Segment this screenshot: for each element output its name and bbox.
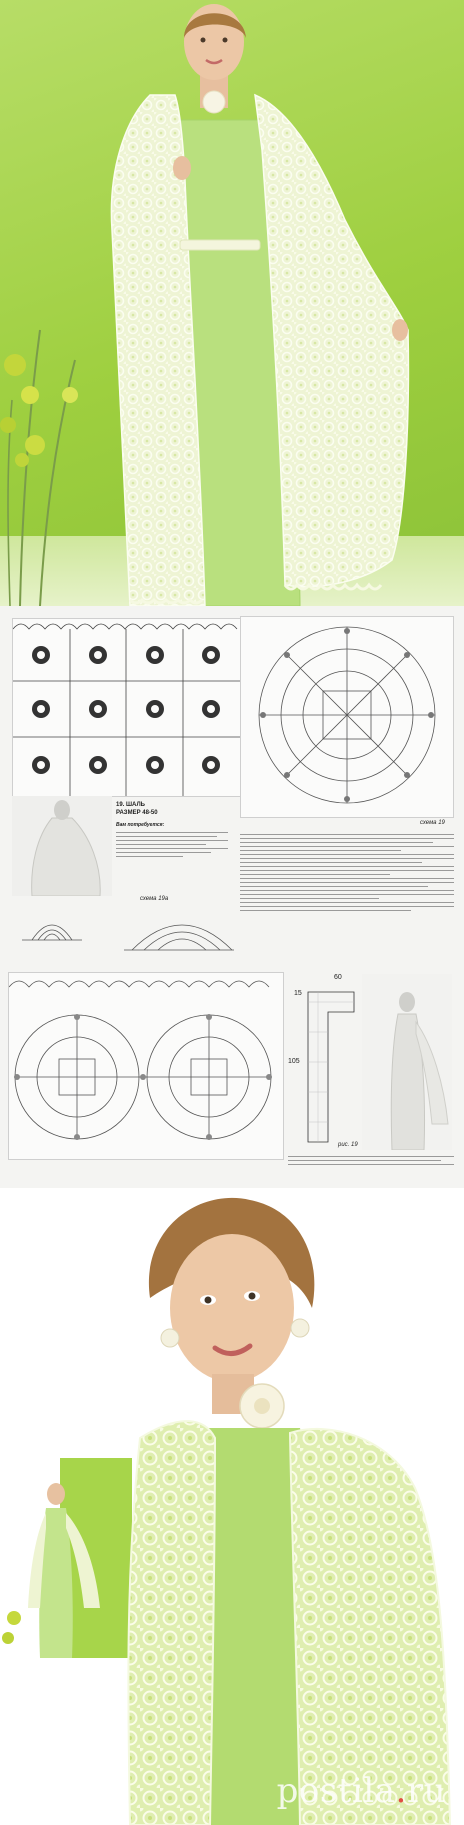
lace-jacket-left bbox=[128, 1421, 215, 1825]
dim-15: 15 bbox=[294, 990, 302, 997]
flower-branch bbox=[0, 330, 78, 606]
dim-105: 105 bbox=[288, 1058, 300, 1065]
close-up-model bbox=[128, 1198, 450, 1825]
lace-grid-svg bbox=[13, 619, 240, 796]
size-label: РАЗМЕР 48-50 bbox=[116, 810, 158, 816]
thumbnail-photo bbox=[0, 1458, 132, 1658]
postila-watermark: postila.ru bbox=[276, 1771, 446, 1811]
double-motif-svg bbox=[9, 973, 283, 1159]
dim-60: 60 bbox=[334, 974, 342, 981]
footer-instructions bbox=[288, 1154, 454, 1168]
scheme-19a-label: схема 19а bbox=[140, 896, 169, 902]
circular-motif-svg bbox=[241, 617, 453, 817]
instructions-text bbox=[240, 832, 454, 914]
pattern-page bbox=[0, 606, 464, 1188]
top-photo-illustration bbox=[0, 0, 464, 606]
lace-jacket-right bbox=[290, 1429, 450, 1825]
lace-belt bbox=[180, 240, 260, 250]
double-motif-diagram bbox=[8, 972, 284, 1160]
materials-title: Вам потребуется: bbox=[116, 822, 165, 828]
flower-corsage bbox=[203, 91, 225, 113]
shawl-model-photo bbox=[12, 796, 112, 896]
model-face-closeup bbox=[170, 1234, 294, 1382]
item-header: 19. ШАЛЬ bbox=[116, 802, 145, 808]
bottom-photo bbox=[0, 1188, 464, 1825]
materials-text bbox=[116, 830, 228, 860]
fig-19-label: рис. 19 bbox=[338, 1142, 358, 1148]
lace-grid-diagram bbox=[12, 618, 241, 797]
scheme-19-label: схема 19 bbox=[420, 820, 445, 826]
circular-motif-diagram bbox=[240, 616, 454, 818]
grey-model-photo bbox=[362, 974, 452, 1150]
top-photo bbox=[0, 0, 464, 606]
bottom-photo-illustration bbox=[0, 1188, 464, 1825]
scheme-19a-svg bbox=[12, 900, 234, 964]
